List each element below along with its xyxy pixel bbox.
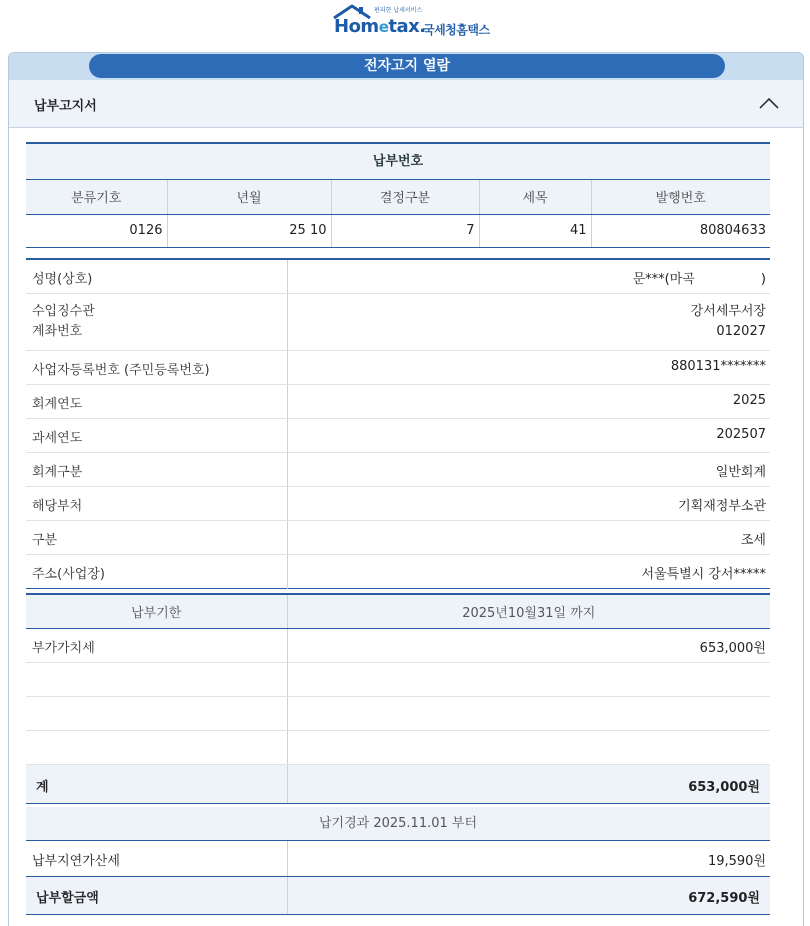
late-caption: 납기경과 2025.11.01 부터 [26, 807, 770, 841]
info-row [26, 418, 770, 452]
info-row [26, 520, 770, 554]
logo-brand [334, 16, 426, 37]
info-label: 해당부처 [26, 486, 287, 520]
info-row [26, 384, 770, 418]
info-value: 일반회계 [287, 452, 770, 486]
amount-value: 653,000원 [287, 628, 770, 662]
late-payment-table [26, 807, 770, 915]
amount-label [26, 730, 287, 764]
amount-label [26, 696, 287, 730]
amount-row [26, 662, 770, 696]
header-issue-number: 발행번호 [591, 180, 770, 214]
sum-label: 계 [26, 764, 287, 803]
deadline-label: 납부기한 [26, 594, 287, 628]
info-row [26, 259, 770, 293]
info-value: 202507 [287, 418, 770, 452]
amount-row [26, 730, 770, 764]
total-label: 납부할금액 [26, 876, 287, 914]
info-label: 주소(사업장) [26, 554, 287, 588]
info-value [287, 293, 770, 350]
amount-label: 부가가치세 [26, 628, 287, 662]
logo-brand-e: e [378, 18, 389, 36]
info-value-line: 012027 [716, 323, 766, 339]
info-label: 구분 [26, 520, 287, 554]
payment-number-table [26, 142, 770, 248]
info-value-line: 강서세무서장 [690, 303, 766, 319]
header-decision: 결정구분 [331, 180, 479, 214]
header-classification: 분류기호 [26, 180, 167, 214]
value-issue-number: 80804633 [699, 223, 766, 239]
info-label: 회계연도 [26, 384, 287, 418]
penalty-row [26, 841, 770, 876]
logo-tagline: 편리한 납세서비스 [374, 7, 423, 14]
amount-value [287, 662, 770, 696]
taxpayer-info-table [26, 258, 770, 589]
header-tax-item: 세목 [479, 180, 591, 214]
amount-value [287, 730, 770, 764]
info-label-line: 수입징수관 [32, 303, 95, 319]
penalty-label: 납부지연가산세 [26, 841, 287, 876]
info-value: 2025 [287, 384, 770, 418]
info-value: 서울특별시 강서***** [641, 566, 766, 582]
logo-korean-name: 국세청홈택스 [423, 23, 490, 37]
info-value: 문***(마곡 ) [287, 259, 770, 293]
info-row [26, 486, 770, 520]
total-row [26, 876, 770, 914]
chevron-up-icon[interactable] [757, 92, 781, 114]
payment-number-caption: 납부번호 [26, 144, 770, 180]
info-label-line: 계좌번호 [32, 323, 83, 339]
due-amount-table [26, 593, 770, 804]
info-value: 조세 [287, 520, 770, 554]
page-title: 전자고지 열람 [89, 54, 725, 78]
info-value: 기획재정부소관 [287, 486, 770, 520]
info-row [26, 452, 770, 486]
section-header[interactable] [9, 80, 803, 128]
info-row [26, 350, 770, 384]
value-tax-item: 41 [479, 214, 591, 247]
deadline-value: 2025년10월31일 까지 [287, 594, 770, 628]
info-label: 사업자등록번호 (주민등록번호) [26, 350, 287, 384]
logo-brand-left: Hom [334, 16, 379, 37]
info-row [26, 554, 770, 588]
info-value: 880131******* [287, 350, 770, 384]
info-label: 과세연도 [26, 418, 287, 452]
logo-brand-right: tax. [388, 16, 426, 37]
section-title: 납부고지서 [34, 99, 97, 114]
amount-row [26, 628, 770, 662]
amount-row [26, 696, 770, 730]
info-row [26, 293, 770, 350]
header-yearmonth: 년월 [167, 180, 331, 214]
hometax-logo[interactable] [330, 4, 500, 42]
amount-value [287, 696, 770, 730]
value-yearmonth: 25 10 [167, 214, 331, 247]
info-label [26, 293, 287, 350]
amount-label [26, 662, 287, 696]
value-decision: 7 [331, 214, 479, 247]
total-value: 672,590원 [287, 876, 770, 914]
sum-row [26, 764, 770, 803]
value-classification: 0126 [26, 214, 167, 247]
sum-value: 653,000원 [287, 764, 770, 803]
info-label: 성명(상호) [26, 259, 287, 293]
info-label: 회계구분 [26, 452, 287, 486]
penalty-value: 19,590원 [287, 841, 770, 876]
